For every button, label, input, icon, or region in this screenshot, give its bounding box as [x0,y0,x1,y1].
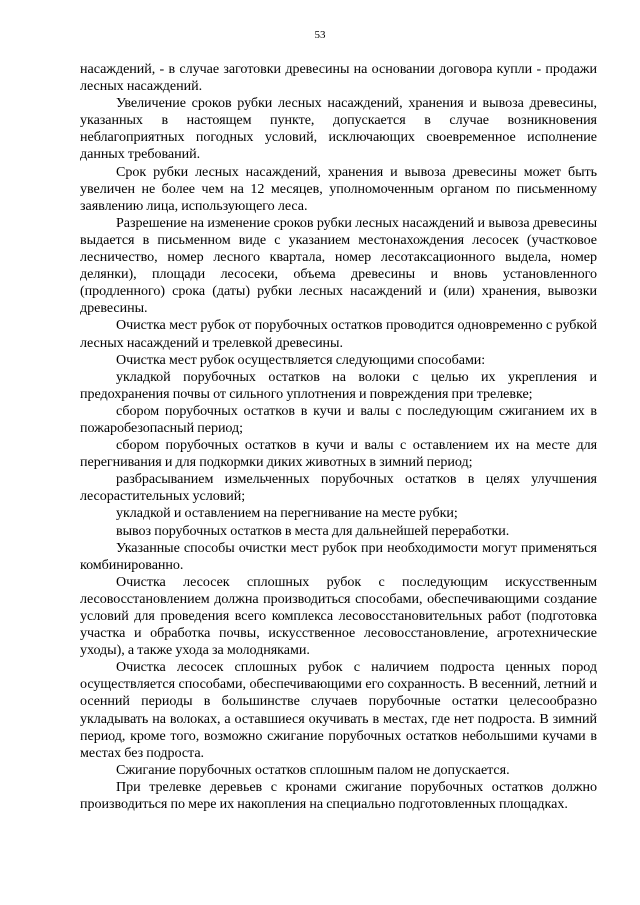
list-item-method-skid-trails: укладкой порубочных остатков на волоки с целью их укрепления и предохранения почвы от сильного уплотнения и повреждения при трелевке; [80,368,597,402]
list-item-method-burning: сбором порубочных остатков в кучи и валы с последующим сжиганием их в пожаробезопасный период; [80,402,597,436]
paragraph-artificial-reforestation: Очистка лесосек сплошных рубок с последующим искусственным лесовосстановлением должна производиться способами, обеспечивающими создание условий для проведения всего комплекса лесовосстановительных работ (подготовка участка и обработка почвы, искусственное лесовосстановление, агротехнические уходы), а также ухода за молодняками. [80,573,597,659]
page-body [80,61,597,813]
paragraph-permission: Разрешение на изменение сроков рубки лесных насаждений и вывоза древесины выдается в письменном виде с указанием местонахождения лесосек (участковое лесничество, номер лесного квартала, номер лесотаксационного выдела, номер делянки), площади лесосеки, объема древесины и вновь установленного (продленного) срока (даты) рубки лесных насаждений и (или) хранения, вывозки древесины. [80,214,597,317]
paragraph-combined-methods: Указанные способы очистки мест рубок при необходимости могут применяться комбинированно. [80,539,597,573]
list-item-method-leave-on-site: укладкой и оставлением на перегнивание на месте рубки; [116,505,458,522]
paragraph-continuation: насаждений, - в случае заготовки древесины на основании договора купли - продажи лесных насаждений. [80,61,597,95]
page-number: 53 [314,29,326,41]
list-item-method-decay-piles: сбором порубочных остатков в кучи и валы с оставлением их на месте для перегнивания и для подкормки диких животных в зимний период; [80,437,597,471]
list-item-method-scattering: разбрасыванием измельченных порубочных остатков в целях улучшения лесорастительных условий; [80,471,597,505]
paragraph-cleaning-timing: Очистка мест рубок от порубочных остатков проводится одновременно с рубкой лесных насаждений и трелевкой древесины. [80,317,597,351]
paragraph-crown-skidding: При трелевке деревьев с кронами сжигание порубочных остатков должно производиться по мере их накопления на специально подготовленных площадках. [80,778,597,813]
paragraph-no-wildfire-burning: Сжигание порубочных остатков сплошным палом не допускается. [116,761,510,778]
paragraph-extension-limit: Срок рубки лесных насаждений, хранения и вывоза древесины может быть увеличен не более чем на 12 месяцев, уполномоченным органом по письменному заявлению лица, использующего леса. [80,163,597,214]
paragraph-deadline-extension: Увеличение сроков рубки лесных насаждений, хранения и вывоза древесины, указанных в настоящем пункте, допускается в случае возникновения неблагоприятных погодных условий, исключающих своевременное исполнение данных требований. [80,95,597,163]
paragraph-cleaning-methods-intro: Очистка мест рубок осуществляется следующими способами: [116,351,486,368]
paragraph-undergrowth: Очистка лесосек сплошных рубок с наличием подроста ценных пород осуществляется способами, обеспечивающими его сохранность. В весенний, летний и осенний периоды в большинстве случаев порубочные остатки целесообразно укладывать на волоках, а оставшиеся окучивать в местах, где нет подроста. В зимний период, кроме того, возможно сжигание порубочных остатков небольшими кучами в местах без подроста. [80,659,597,761]
list-item-method-removal: вывоз порубочных остатков в места для дальнейшей переработки. [116,522,510,539]
